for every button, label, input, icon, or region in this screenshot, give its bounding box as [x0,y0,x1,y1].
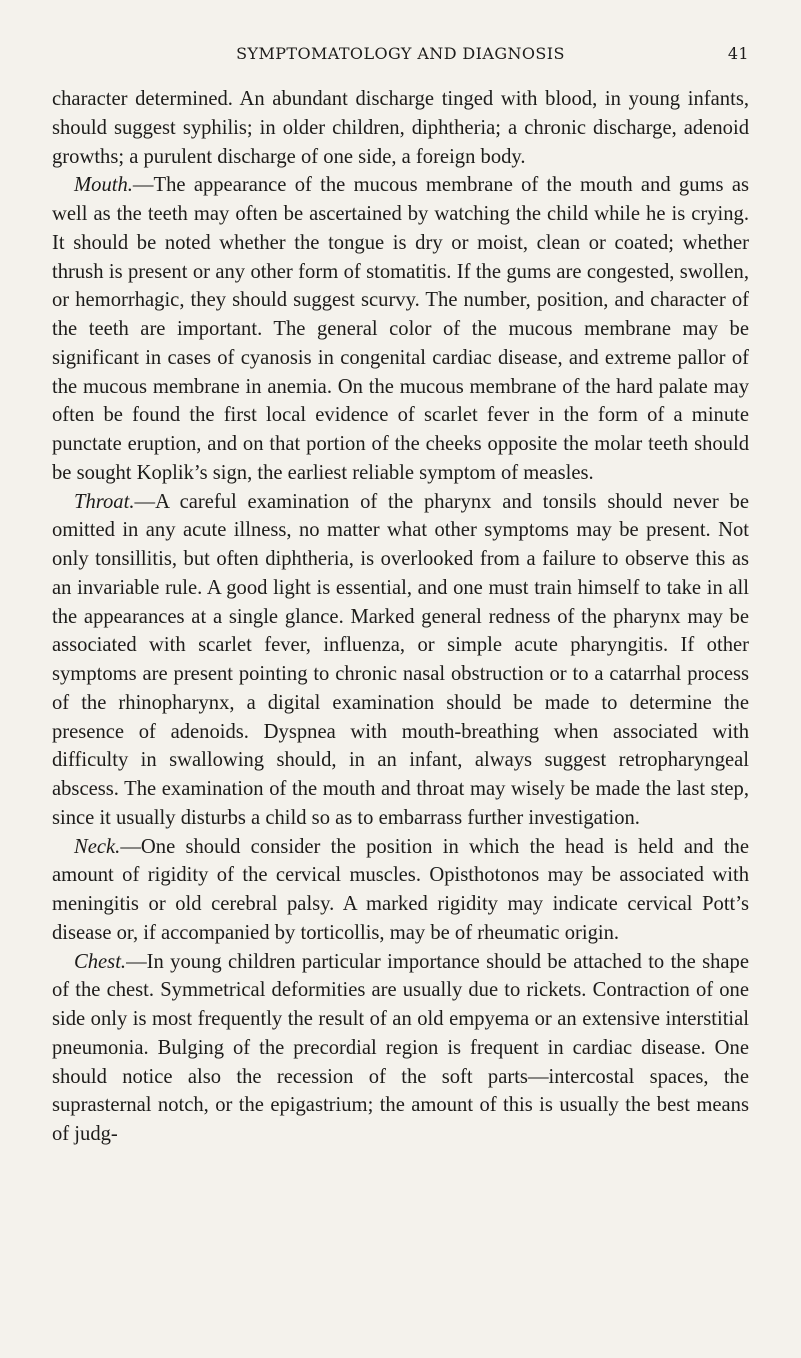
body-text [52,85,749,1149]
paragraph-text: —One should consider the position in which the head is held and the amount of rigidity of the cervical muscles. Opisthotonos may be associated with meningitis or old cerebral palsy. A marked rigidity may indicate cervical Pott’s disease or, if accompanied by torticollis, may be of rheumatic origin. [52,835,749,944]
section-heading-throat: Throat. [74,490,135,513]
section-heading-chest: Chest. [74,950,127,973]
paragraph-text: —A careful examination of the pharynx and tonsils should never be omitted in any acute illness, no matter what other symptoms may be present. Not only tonsillitis, but often diphtheria, is overlooked from a failure to observe this as an invariable rule. A good light is essential, and one must train himself to take in all the appearances at a single glance. Marked general redness of the pharynx may be associated with scarlet fever, influenza, or simple acute pharyngitis. If other symptoms are present pointing to chronic nasal obstruction or to a catarrhal process of the rhinopharynx, a digital examination should be made to determine the presence of adenoids. Dyspnea with mouth-breathing when associated with difficulty in swallowing should, in an infant, always suggest retropharyngeal abscess. The examination of the mouth and throat may wisely be made the last step, since it usually disturbs a child so as to embarrass further investigation. [52,490,749,829]
section-heading-mouth: Mouth. [74,174,133,197]
paragraph-nose-discharge [52,85,749,171]
running-title: SYMPTOMATOLOGY AND DIAGNOSIS [236,44,565,63]
paragraph-mouth [52,171,749,487]
paragraph-throat [52,488,749,833]
running-head [52,44,749,70]
paragraph-text: —The appearance of the mucous membrane of the mouth and gums as well as the teeth may often be ascertained by watching the child while he is crying. It should be noted whether the tongue is dry or moist, clean or coated; whether thrush is present or any other form of stomatitis. If the gums are congested, swollen, or hemorrhagic, they should suggest scurvy. The number, position, and character of the teeth are important. The general color of the mucous membrane may be significant in cases of cyanosis in congenital cardiac disease, and extreme pallor of the mucous membrane in anemia. On the mucous membrane of the hard palate may often be found the first local evidence of scarlet fever in the form of a minute punctate eruption, and on that portion of the cheeks opposite the molar teeth should be sought Koplik’s sign, the earliest reliable symptom of measles. [52,174,749,484]
paragraph-text: character determined. An abundant discharge tinged with blood, in young infants, should suggest syphilis; in older children, diphtheria; a chronic discharge, adenoid growths; a purulent discharge of one side, a foreign body. [52,88,749,168]
paragraph-text: —In young children particular importance should be attached to the shape of the chest. Symmetrical deformities are usually due to rickets. Contraction of one side only is most frequently the result of an old empyema or an extensive interstitial pneumonia. Bulging of the precordial region is frequent in cardiac disease. One should notice also the recession of the soft parts—intercostal spaces, the suprasternal notch, or the epigastrium; the amount of this is usually the best means of judg- [52,950,749,1145]
paragraph-chest [52,948,749,1149]
paragraph-neck [52,833,749,948]
page-number: 41 [727,44,749,63]
section-heading-neck: Neck. [74,835,121,858]
